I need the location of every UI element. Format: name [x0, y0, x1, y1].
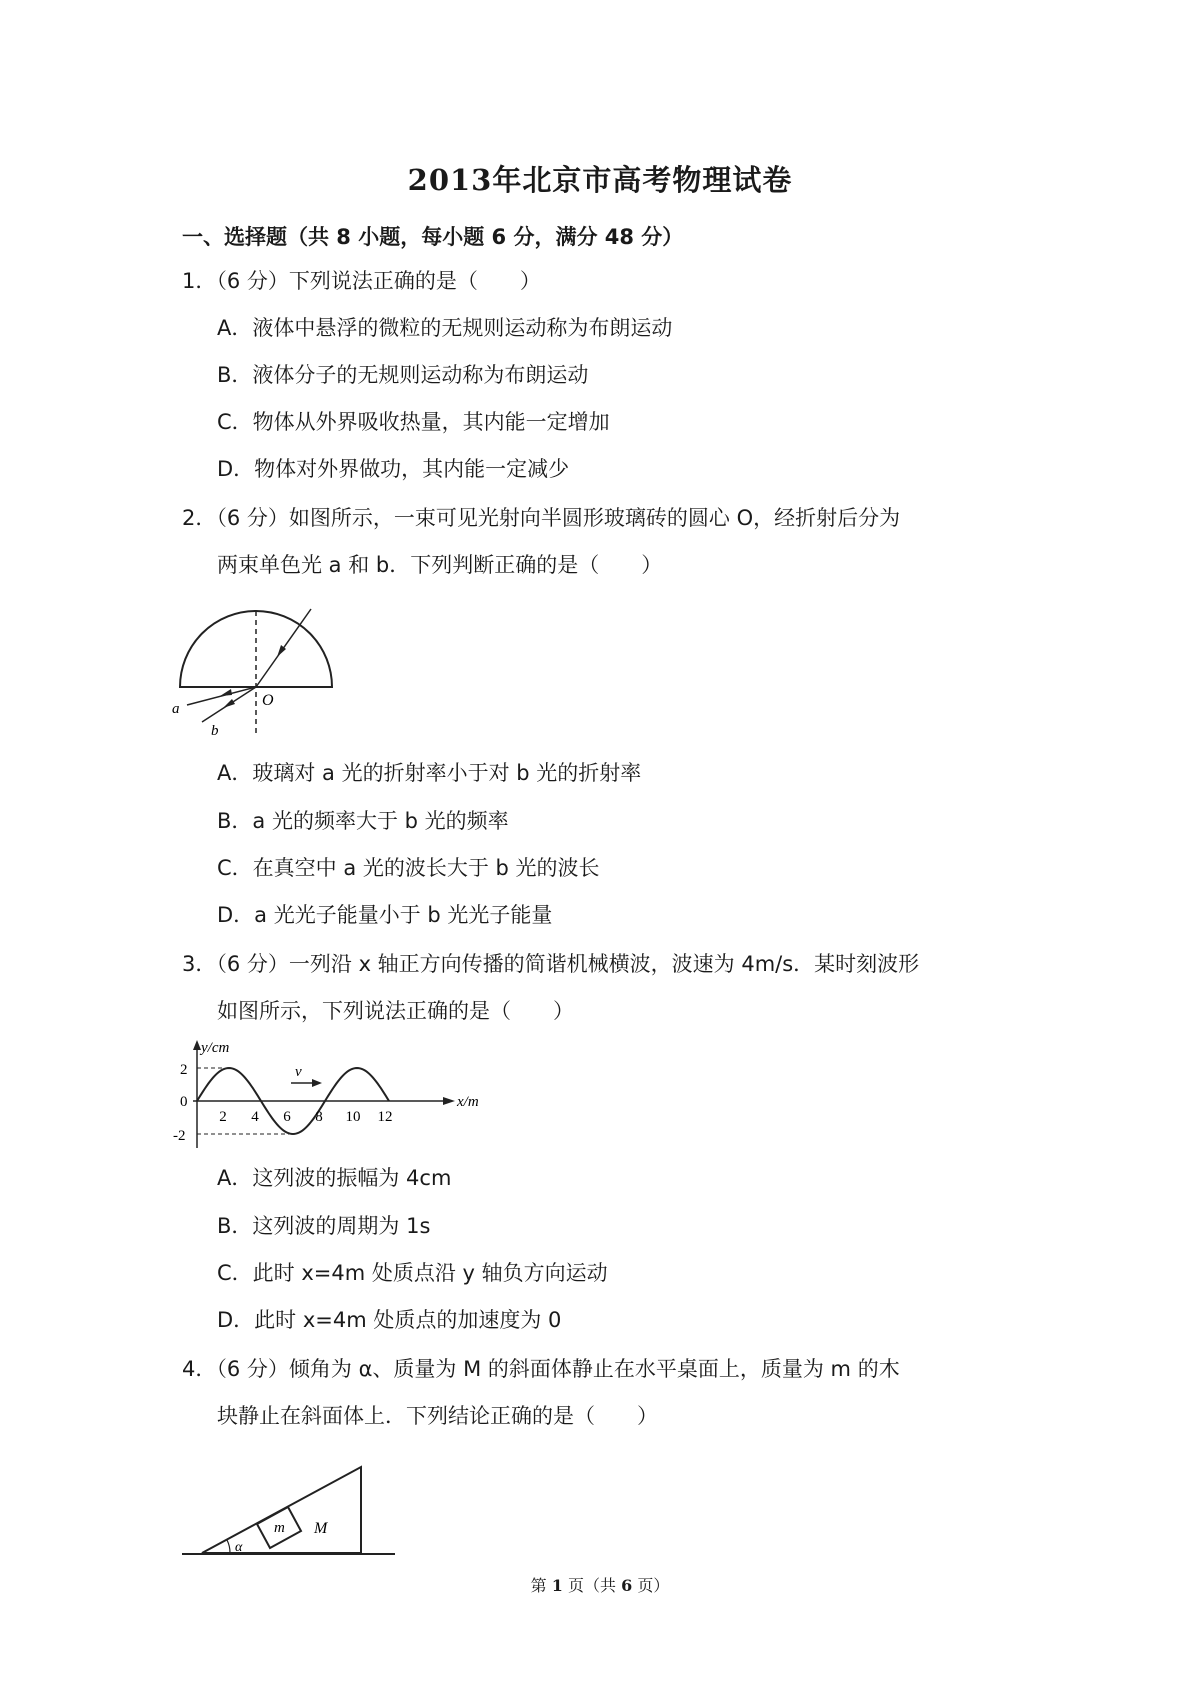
label-o: O [262, 692, 274, 709]
q1-option-b: B．液体分子的无规则运动称为布朗运动 [217, 363, 589, 387]
footer-page-number: 1 [551, 1576, 563, 1595]
footer-suffix: 页） [632, 1576, 670, 1595]
ray-a-arrow [220, 689, 232, 696]
velocity-arrow-head [312, 1079, 322, 1087]
x-tick-12: 12 [377, 1109, 393, 1125]
q3-stem-line2: 如图所示，下列说法正确的是（ ） [217, 999, 574, 1023]
x-axis-label: x/m [457, 1094, 479, 1110]
label-a: a [172, 701, 180, 717]
footer-prefix: 第 [530, 1576, 552, 1595]
q1-option-c: C．物体从外界吸收热量，其内能一定增加 [217, 410, 610, 434]
x-axis-arrow [443, 1097, 455, 1105]
q4-incline-figure [180, 1455, 400, 1560]
q1-option-a: A．液体中悬浮的微粒的无规则运动称为布朗运动 [217, 316, 673, 340]
x-tick-8: 8 [315, 1109, 323, 1125]
label-M: M [314, 1520, 328, 1537]
label-b: b [211, 723, 219, 739]
section-heading: 一、选择题（共 8 小题，每小题 6 分，满分 48 分） [182, 225, 684, 249]
y-axis-arrow [193, 1040, 201, 1050]
x-tick-6: 6 [283, 1109, 291, 1125]
q4-stem-line1: 4．（6 分）倾角为 α、质量为 M 的斜面体静止在水平桌面上，质量为 m 的木 [182, 1357, 900, 1381]
y-tick-0: 0 [180, 1094, 188, 1110]
q1-option-d: D．物体对外界做功，其内能一定减少 [217, 457, 570, 481]
q3-option-a: A．这列波的振幅为 4cm [217, 1166, 452, 1190]
y-tick-minus-2: -2 [173, 1128, 186, 1144]
velocity-label: v [295, 1064, 302, 1080]
q2-option-b: B．a 光的频率大于 b 光的频率 [217, 809, 509, 833]
y-axis-label: y/cm [201, 1040, 230, 1056]
q1-stem: 1．（6 分）下列说法正确的是（ ） [182, 269, 541, 293]
q2-semicircle-glass-figure [172, 605, 335, 740]
q2-option-d: D．a 光光子能量小于 b 光光子能量 [217, 903, 553, 927]
footer-middle: 页（共 [562, 1576, 622, 1595]
x-tick-4: 4 [251, 1109, 259, 1125]
page-footer [0, 1573, 1200, 1596]
label-m: m [274, 1520, 285, 1536]
angle-arc [227, 1540, 230, 1553]
q2-option-a: A．玻璃对 a 光的折射率小于对 b 光的折射率 [217, 761, 642, 785]
q3-option-b: B．这列波的周期为 1s [217, 1214, 431, 1238]
page-title: 2013年北京市高考物理试卷 [407, 163, 793, 197]
q2-option-c: C．在真空中 a 光的波长大于 b 光的波长 [217, 856, 600, 880]
q3-option-c: C．此时 x=4m 处质点沿 y 轴负方向运动 [217, 1261, 608, 1285]
q4-stem-line2: 块静止在斜面体上．下列结论正确的是（ ） [217, 1404, 658, 1428]
ray-a [187, 687, 256, 705]
footer-total-pages: 6 [621, 1576, 633, 1595]
q2-stem-line2: 两束单色光 a 和 b．下列判断正确的是（ ） [217, 553, 663, 577]
x-tick-2: 2 [219, 1109, 227, 1125]
y-tick-2: 2 [180, 1062, 188, 1078]
q3-wave-figure [175, 1038, 485, 1153]
q3-stem-line1: 3．（6 分）一列沿 x 轴正方向传播的简谐机械横波，波速为 4m/s．某时刻波形 [182, 952, 920, 976]
ray-b-arrow [223, 699, 235, 708]
q2-stem-line1: 2．（6 分）如图所示，一束可见光射向半圆形玻璃砖的圆心 O，经折射后分为 [182, 506, 901, 530]
q3-option-d: D．此时 x=4m 处质点的加速度为 0 [217, 1308, 562, 1332]
label-alpha: α [235, 1540, 243, 1555]
x-tick-10: 10 [345, 1109, 361, 1125]
